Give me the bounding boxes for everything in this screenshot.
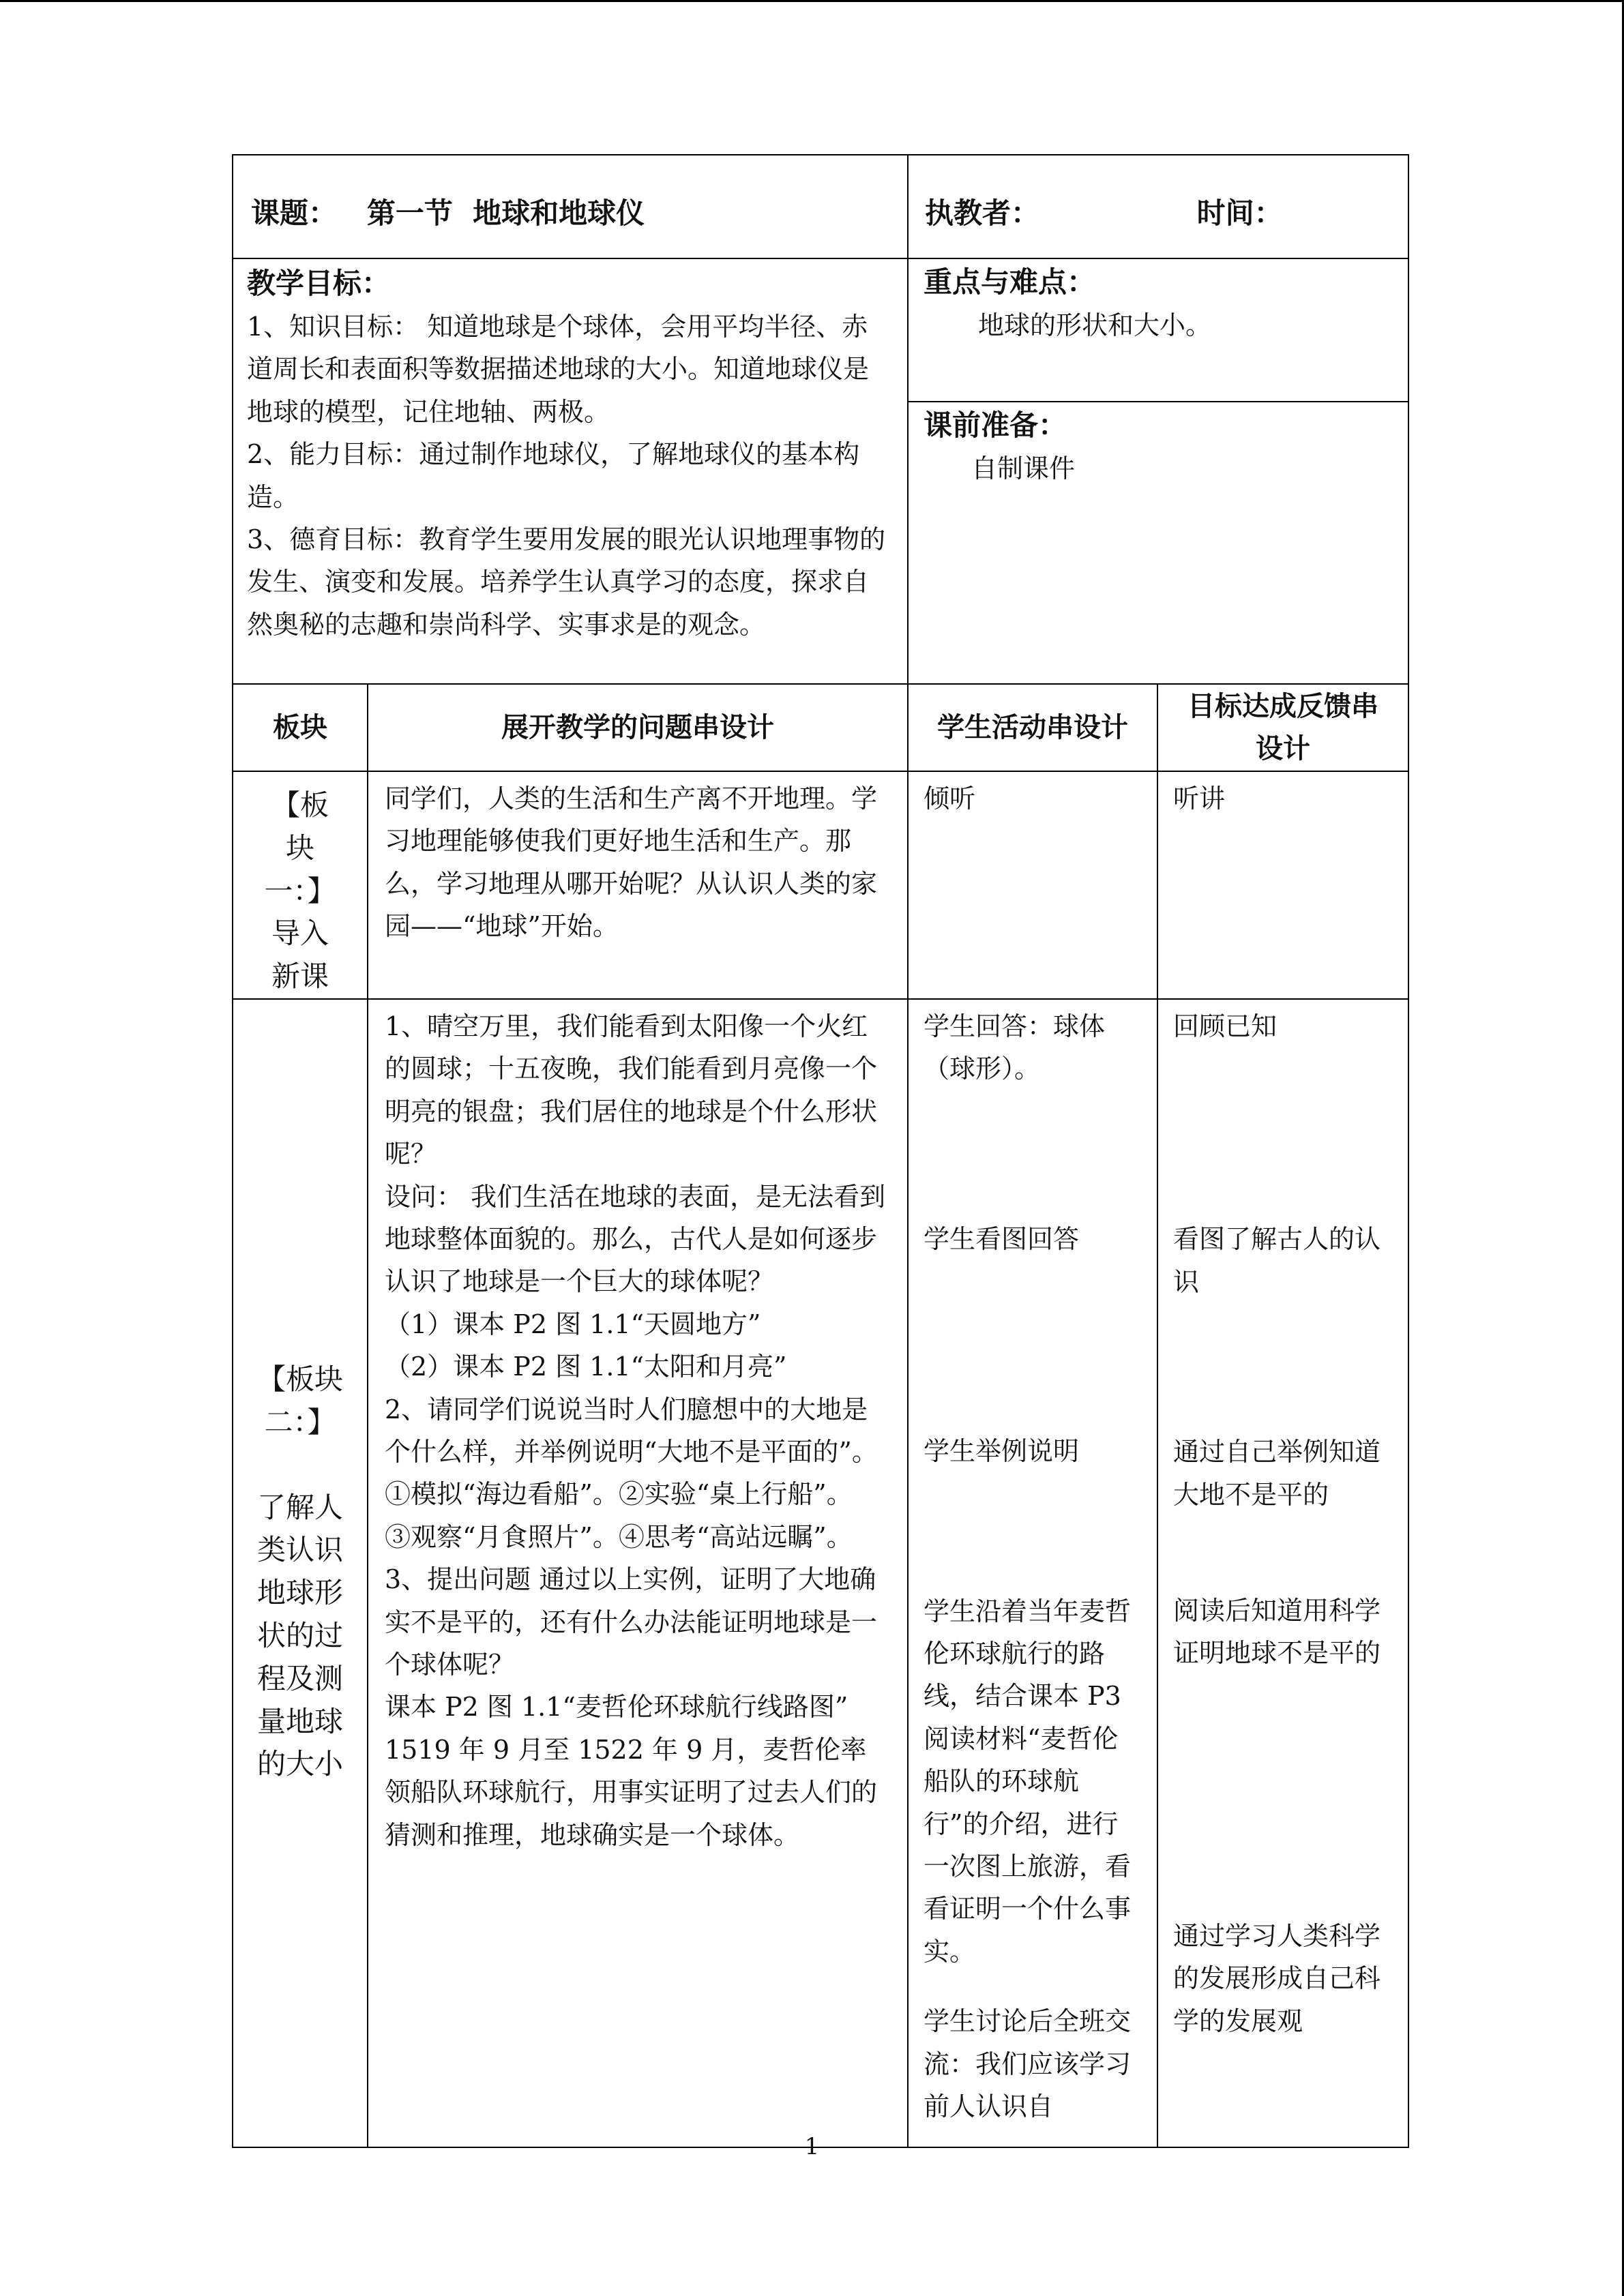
block2-activity-5: 学生讨论后全班交流：我们应该学习前人认识自 — [924, 2006, 1132, 2122]
block2-feedback-4: 阅读后知道用科学证明地球不是平的 — [1173, 1596, 1381, 1669]
block2-question-6: ①模拟“海边看船”。②实验“桌上行船”。 — [385, 1479, 853, 1510]
block2-question-9: 课本 P2 图 1.1“麦哲伦环球航行线路图” — [385, 1692, 848, 1723]
key-points-heading: 重点与难点： — [924, 265, 1096, 299]
lesson-title — [233, 155, 908, 258]
block2-feedback-3: 通过自己举例知道大地不是平的 — [1173, 1437, 1381, 1510]
block1-row — [233, 771, 1408, 999]
title-value: 第一节 地球和地球仪 — [366, 196, 645, 230]
block2-question-1: 1、晴空万里，我们能看到太阳像一个火红的圆球；十五夜晚，我们能看到月亮像一个明亮的银盘；我们居住的地球是个什么形状呢？ — [385, 1011, 878, 1169]
executor-label: 执教者： — [925, 196, 1040, 230]
page-top-border — [0, 0, 1624, 2]
lesson-plan-table — [232, 154, 1409, 2148]
time-label: 时间： — [1196, 196, 1283, 230]
block1-question: 同学们，人类的生活和生产离不开地理。学习地理能够使我们更好地生活和生产。那么，学习地理从哪开始呢？从认识人类的家园——“地球”开始。 — [368, 771, 908, 999]
block2-name-bottom: 了解人类认识地球形状的过程及测量地球的大小 — [256, 1490, 343, 1781]
preparation-text: 自制课件 — [971, 453, 1076, 483]
objective-moral: 3、德育目标：教育学生要用发展的眼光认识地理事物的发生、演变和发展。培养学生认真学习的态度，探求自然奥秘的志趣和崇尚科学、实事求是的观念。 — [247, 524, 886, 640]
block2-activity-2: 学生看图回答 — [924, 1223, 1080, 1254]
block2-question-8: 3、提出问题 通过以上实例，证明了大地确实不是平的，还有什么办法能证明地球是一个球体呢？ — [385, 1564, 878, 1680]
block2-feedback-5: 通过学习人类科学的发展形成自己科学的发展观 — [1173, 1920, 1381, 2036]
block1-activity: 倾听 — [908, 771, 1157, 999]
objectives-row — [233, 258, 1408, 684]
block2-questions — [368, 999, 908, 2147]
block2-feedback-1: 回顾已知 — [1173, 1011, 1278, 1041]
block2-name-top: 【板块二：】 — [256, 1362, 343, 1439]
block1-name: 【板块一：】导入新课 — [233, 771, 368, 999]
preparation-heading: 课前准备： — [924, 408, 1067, 442]
block2-row — [233, 999, 1408, 2147]
objectives-heading: 教学目标： — [247, 267, 391, 300]
block2-question-5: 2、请同学们说说当时人们臆想中的大地是个什么样，并举例说明“大地不是平面的”。 — [385, 1394, 878, 1467]
key-points — [909, 259, 1408, 402]
header-row — [233, 155, 1408, 258]
key-and-prep-cell — [908, 258, 1408, 684]
block2-question-10: 1519 年 9 月至 1522 年 9 月，麦哲伦率领船队环球航行，用事实证明了过去人们的猜测和推理，地球确实是一个球体。 — [385, 1734, 878, 1850]
block2-question-2: 设问： 我们生活在地球的表面，是无法看到地球整体面貌的。那么，古代人是如何逐步认识了地球是一个巨大的球体呢？ — [385, 1181, 886, 1297]
block1-feedback: 听讲 — [1157, 771, 1408, 999]
objective-ability: 2、能力目标：通过制作地球仪，了解地球仪的基本构造。 — [247, 439, 860, 512]
objectives-cell — [233, 258, 908, 684]
block2-activity-3: 学生举例说明 — [924, 1436, 1080, 1467]
block2-question-3: （1）课本 P2 图 1.1“天圆地方” — [385, 1309, 761, 1339]
column-header-row — [233, 684, 1408, 771]
block2-feedback — [1157, 999, 1408, 2147]
objective-knowledge: 1、知识目标： 知道地球是个球体，会用平均半径、赤道周长和表面积等数据描述地球的大小。知道地球仪是地球的模型，记住地轴、两极。 — [247, 312, 870, 427]
col-header-block: 板块 — [233, 684, 368, 771]
title-label: 课题： — [251, 196, 338, 230]
block2-feedback-2: 看图了解古人的认识 — [1173, 1224, 1381, 1297]
block2-activity-1: 学生回答：球体（球形）。 — [924, 1011, 1106, 1084]
page-number: 1 — [804, 2133, 820, 2160]
key-points-text: 地球的形状和大小。 — [978, 310, 1212, 340]
col-header-activities: 学生活动串设计 — [908, 684, 1157, 771]
block2-activities — [908, 999, 1157, 2147]
col-header-feedback: 目标达成反馈串设计 — [1157, 684, 1408, 771]
executor-time — [908, 155, 1408, 258]
block2-question-4: （2）课本 P2 图 1.1“太阳和月亮” — [385, 1352, 787, 1382]
block2-activity-4: 学生沿着当年麦哲伦环球航行的路线，结合课本 P3 阅读材料“麦哲伦船队的环球航行”的介绍，进行一次图上旅游，看看证明一个什么事实。 — [924, 1596, 1132, 1967]
block2-name — [233, 999, 368, 2147]
block2-question-7: ③观察“月食照片”。④思考“高站远瞩”。 — [385, 1521, 853, 1552]
preparation — [909, 402, 1408, 490]
col-header-questions: 展开教学的问题串设计 — [368, 684, 908, 771]
